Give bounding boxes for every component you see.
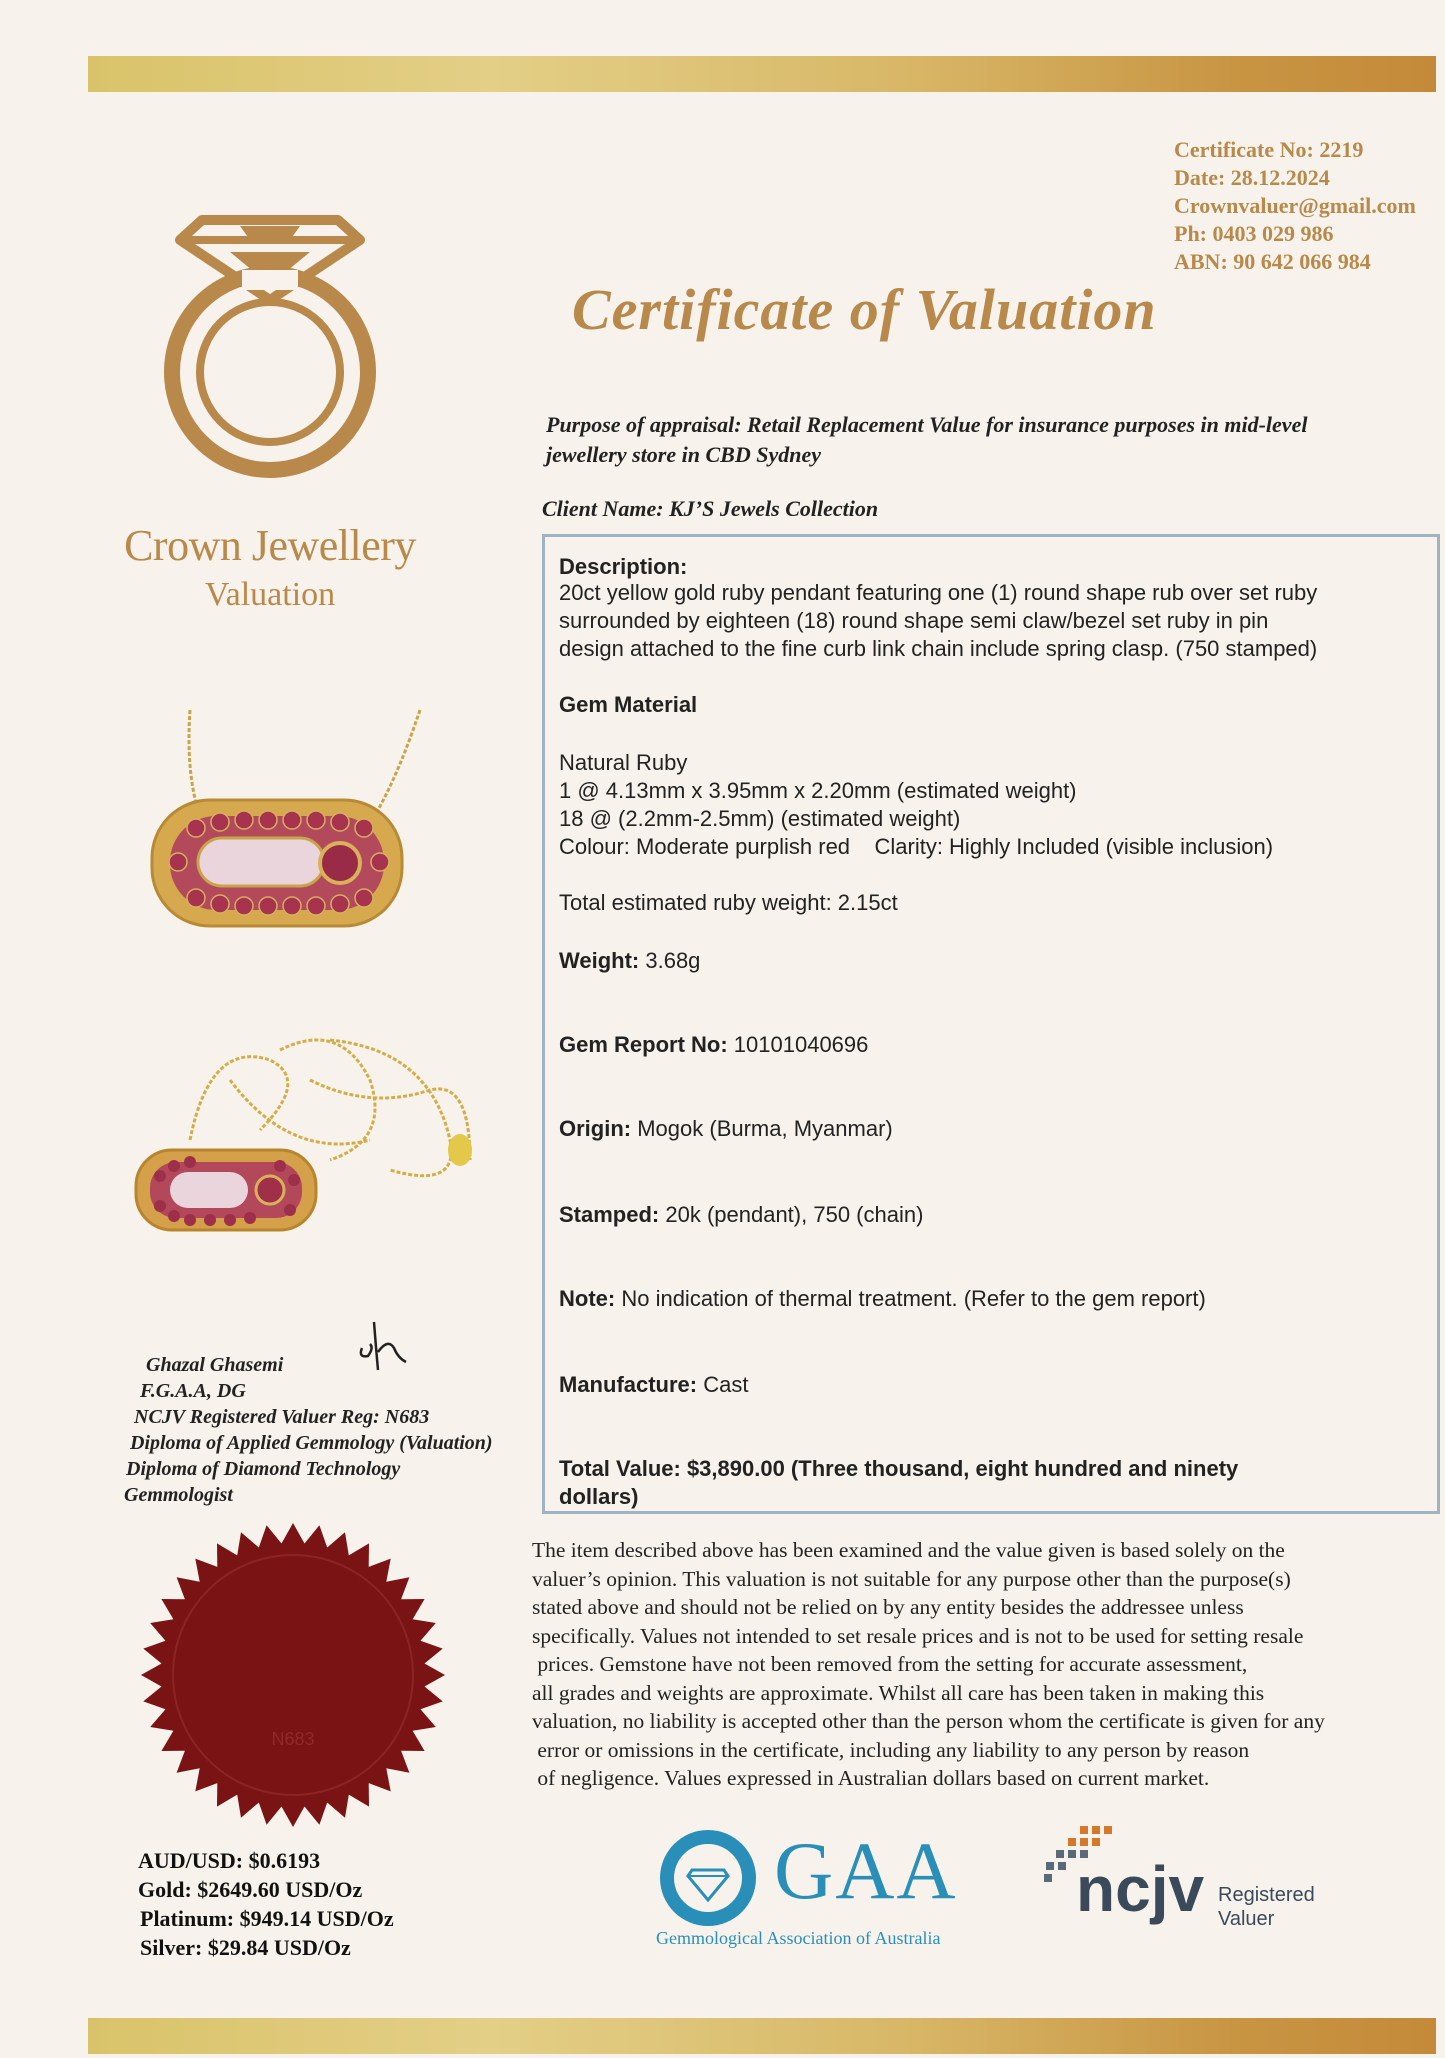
gem-line-4: Colour: Moderate purplish red Clarity: Highly Included (visible inclusion) — [559, 834, 1274, 859]
disclaimer-line: prices. Gemstone have not been removed from the setting for accurate assessment, — [532, 1652, 1248, 1676]
gem-report-row: Gem Report No: 10101040696 — [559, 1032, 869, 1057]
disclaimer-line: The item described above has been examined and the value given is based solely on the — [532, 1538, 1285, 1562]
ncjv-abbr: ncjv — [1076, 1853, 1205, 1925]
client-name: Client Name: KJ’S Jewels Collection — [542, 496, 879, 521]
stamped-row: Stamped: 20k (pendant), 750 (chain) — [559, 1202, 924, 1227]
top-gold-bar — [88, 56, 1436, 92]
gaa-full-name: Gemmological Association of Australia — [656, 1928, 941, 1948]
pendant-photo-front — [140, 700, 430, 940]
origin-row: Origin: Mogok (Burma, Myanmar) — [559, 1116, 893, 1141]
gaa-abbr: GAA — [774, 1825, 958, 1916]
description-line-1: 20ct yellow gold ruby pendant featuring one (1) round shape rub over set ruby — [559, 580, 1318, 605]
valuer-diploma-diamond: Diploma of Diamond Technology — [126, 1458, 401, 1480]
rate-gold: Gold: $2649.60 USD/Oz — [138, 1877, 363, 1902]
disclaimer-line: stated above and should not be relied on by any entity besides the addressee unless — [532, 1595, 1244, 1619]
brand-name: Crown Jewellery — [124, 521, 416, 570]
pendant-photo-side — [130, 1020, 490, 1250]
purpose-line-2: jewellery store in CBD Sydney — [546, 442, 821, 467]
seal-text: N683 — [271, 1729, 315, 1749]
valuer-details — [120, 1352, 493, 1508]
gem-material-label: Gem Material — [559, 692, 698, 717]
description-line-3: design attached to the fine curb link chain include spring clasp. (750 stamped) — [559, 636, 1318, 661]
rate-silver: Silver: $29.84 USD/Oz — [140, 1935, 351, 1960]
brand-subtitle: Valuation — [204, 576, 336, 613]
description-label: Description: — [559, 554, 688, 579]
abn-number: ABN: 90 642 066 984 — [1174, 249, 1371, 274]
disclaimer-line: of negligence. Values expressed in Australian dollars based on current market. — [532, 1766, 1210, 1790]
manufacture-row: Manufacture: Cast — [559, 1372, 749, 1397]
gem-line-1: Natural Ruby — [559, 750, 688, 775]
disclaimer-line: all grades and weights are approximate. Whilst all care has been taken in making this — [532, 1680, 1265, 1705]
gem-line-3: 18 @ (2.2mm-2.5mm) (estimated weight) — [559, 806, 961, 831]
certificate-number: Certificate No: 2219 — [1174, 137, 1364, 162]
note-row: Note: No indication of thermal treatment. (Refer to the gem report) — [559, 1286, 1206, 1311]
certificate-info — [1174, 136, 1416, 276]
contact-email: Crownvaluer@gmail.com — [1174, 193, 1416, 218]
disclaimer-line: valuer’s opinion. This valuation is not suitable for any purpose other than the purpose(s) — [532, 1566, 1291, 1591]
rate-platinum: Platinum: $949.14 USD/Oz — [140, 1906, 394, 1931]
purpose-line-1: Purpose of appraisal: Retail Replacement Value for insurance purposes in mid-level — [546, 412, 1308, 437]
valuer-registration: NCJV Registered Valuer Reg: N683 — [134, 1406, 430, 1428]
description-box — [542, 534, 1440, 1514]
total-value-line-2: dollars) — [559, 1484, 639, 1509]
description-line-2: surrounded by eighteen (18) round shape semi claw/bezel set ruby in pin — [559, 608, 1269, 633]
valuer-credentials: F.G.A.A, DG — [140, 1380, 246, 1402]
gaa-emblem-icon — [656, 1826, 766, 1936]
valuer-diploma-gemmology: Diploma of Applied Gemmology (Valuation) — [130, 1432, 493, 1454]
bottom-gold-bar — [88, 2018, 1436, 2054]
valuer-title: Gemmologist — [124, 1484, 233, 1506]
disclaimer-text — [532, 1536, 1442, 1793]
total-value-line-1: Total Value: $3,890.00 (Three thousand, eight hundred and ninety — [559, 1456, 1239, 1481]
ncjv-registered: Registered — [1218, 1884, 1315, 1906]
page-title: Certificate of Valuation — [572, 277, 1157, 342]
ncjv-valuer: Valuer — [1218, 1908, 1275, 1930]
contact-phone: Ph: 0403 029 986 — [1174, 221, 1334, 246]
disclaimer-line: valuation, no liability is accepted other than the person whom the certificate is given for any — [532, 1709, 1325, 1733]
gem-line-2: 1 @ 4.13mm x 3.95mm x 2.20mm (estimated weight) — [559, 778, 1077, 803]
wax-seal-icon — [138, 1520, 448, 1830]
purpose-of-appraisal — [546, 410, 1426, 470]
total-ruby-weight: Total estimated ruby weight: 2.15ct — [559, 890, 898, 915]
metal-rates — [138, 1846, 394, 1962]
disclaimer-line: specifically. Values not intended to set resale prices and is not to be used for setting resale — [532, 1623, 1304, 1648]
valuer-name: Ghazal Ghasemi — [146, 1354, 284, 1376]
weight-row: Weight: 3.68g — [559, 948, 701, 973]
diamond-ring-icon — [130, 200, 410, 500]
rate-aud-usd: AUD/USD: $0.6193 — [138, 1848, 321, 1873]
certificate-date: Date: 28.12.2024 — [1174, 165, 1330, 190]
disclaimer-line: error or omissions in the certificate, including any liability to any person by reason — [532, 1737, 1250, 1762]
